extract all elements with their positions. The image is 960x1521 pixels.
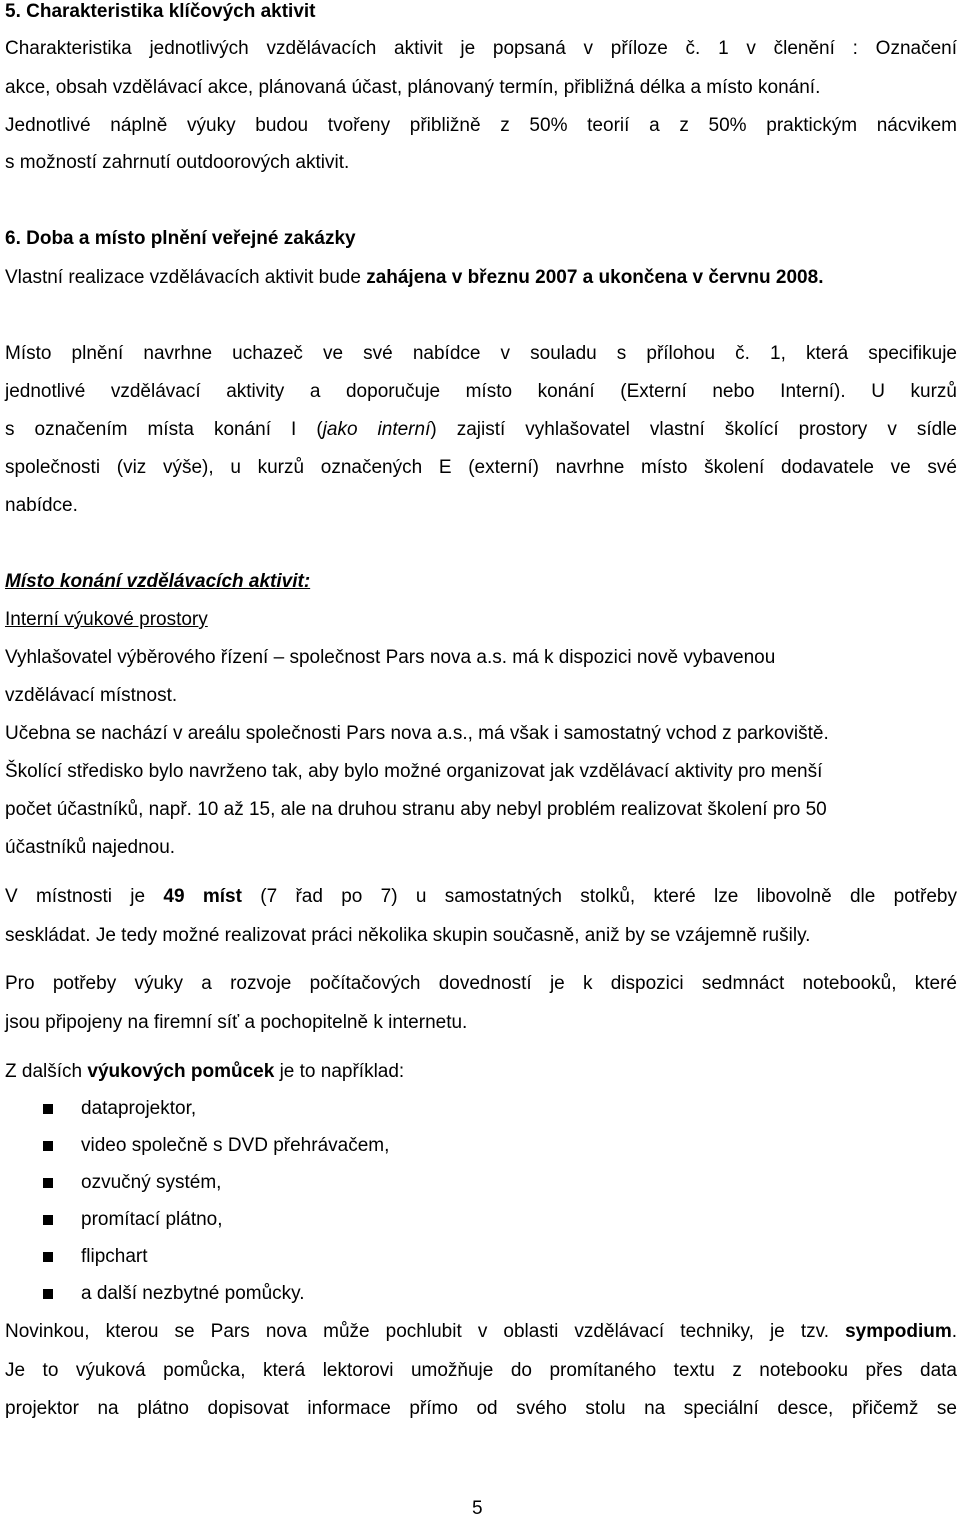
venue-line-4: Školící středisko bylo navrženo tak, aby bylo možné organizovat jak vzdělávací aktivity pro menší (5, 761, 823, 782)
bullet-icon (43, 1178, 53, 1188)
place-line-3-b: ) zajistí vyhlašovatel vlastní školící prostory v sídle (430, 419, 957, 440)
place-line-3-italic-1: jako (322, 419, 358, 440)
venue-line-5: počet účastníků, např. 10 až 15, ale na druhou stranu aby nebyl problém realizovat školení pro 50 (5, 799, 827, 820)
section-5-line-3: Jednotlivé náplně výuky budou tvořeny přibližně z 50% teorií a z 50% praktickým nácvikem (5, 115, 957, 136)
place-line-4: společnosti (viz výše), u kurzů označených E (externí) navrhne místo školení dodavatele ve své (5, 457, 957, 478)
section-6-heading: 6. Doba a místo plnění veřejné zakázky (5, 228, 356, 249)
room-line-1 (5, 885, 957, 909)
venue-line-3: Učebna se nachází v areálu společnosti Pars nova a.s., má však i samostatný vchod z parkoviště. (5, 723, 829, 744)
place-line-3-a: s označením místa konání I ( (5, 419, 323, 440)
section-5-line-1: Charakteristika jednotlivých vzdělávacích aktivit je popsaná v příloze č. 1 v členění : Označení (5, 38, 957, 59)
place-line-1: Místo plnění navrhne uchazeč ve své nabídce v souladu s přílohou č. 1, která specifikuje (5, 343, 957, 364)
notebooks-line-2: jsou připojeny na firemní síť a pochopitelně k internetu. (5, 1012, 468, 1033)
room-line-1-a: V místnosti je (5, 886, 164, 907)
sympodium-line-2: Je to výuková pomůcka, která lektorovi umožňuje do promítaného textu z notebooku přes data (5, 1360, 957, 1381)
room-seats: 49 míst (163, 886, 242, 907)
place-line-3-italic-2: interní (377, 419, 431, 440)
place-line-3-space (358, 419, 378, 440)
bullet-icon (43, 1141, 53, 1151)
section-5-heading: 5. Charakteristika klíčových aktivit (5, 1, 316, 22)
aids-intro (5, 1060, 957, 1084)
aids-intro-bold: výukových pomůcek (87, 1061, 275, 1082)
place-line-5: nabídce. (5, 495, 78, 516)
aids-intro-b: je to například: (274, 1061, 405, 1082)
list-item: dataprojektor, (81, 1098, 197, 1119)
venue-line-2: vzdělávací místnost. (5, 685, 178, 706)
sympodium-line-3: projektor na plátno dopisovat informace přímo od svého stolu na speciální desce, přičemž se (5, 1398, 957, 1419)
bullet-icon (43, 1215, 53, 1225)
sympodium-line-1-a: Novinkou, kterou se Pars nova může pochlubit v oblasti vzdělávací techniky, je tzv. (5, 1321, 846, 1342)
notebooks-line-1: Pro potřeby výuky a rozvoje počítačových dovedností je k dispozici sedmnáct notebooků, které (5, 973, 957, 994)
list-item: video společně s DVD přehrávačem, (81, 1135, 390, 1156)
list-item: a další nezbytné pomůcky. (81, 1283, 305, 1304)
list-item: ozvučný systém, (81, 1172, 222, 1193)
list-item: flipchart (81, 1246, 148, 1267)
room-line-2: seskládat. Je tedy možné realizovat práci několika skupin současně, aniž by se vzájemně rušily. (5, 925, 811, 946)
room-line-1-b: (7 řad po 7) u samostatných stolků, které lze libovolně dle potřeby (241, 886, 957, 907)
section-6-line-1 (5, 266, 957, 290)
realization-text: Vlastní realizace vzdělávacích aktivit bude (5, 267, 367, 288)
venue-line-6: účastníků najednou. (5, 837, 176, 858)
list-item: promítací plátno, (81, 1209, 223, 1230)
section-5-line-4: s možností zahrnutí outdoorových aktivit. (5, 152, 350, 173)
bullet-icon (43, 1252, 53, 1262)
sympodium-line-1-b: . (951, 1321, 957, 1342)
bullet-icon (43, 1104, 53, 1114)
place-line-3 (5, 418, 957, 442)
bullet-icon (43, 1289, 53, 1299)
venue-line-1: Vyhlašovatel výběrového řízení – společnost Pars nova a.s. má k dispozici nově vybavenou (5, 647, 776, 668)
sympodium-line-1 (5, 1320, 957, 1344)
sympodium-term: sympodium (845, 1321, 952, 1342)
page-number: 5 (472, 1498, 483, 1519)
section-5-line-2: akce, obsah vzdělávací akce, plánovaná účast, plánovaný termín, přibližná délka a místo konání. (5, 77, 821, 98)
realization-dates: zahájena v březnu 2007 a ukončena v červnu 2008. (366, 267, 824, 288)
place-line-2: jednotlivé vzdělávací aktivity a doporučuje místo konání (Externí nebo Interní). U kurzů (5, 381, 957, 402)
venue-heading: Místo konání vzdělávacích aktivit: (5, 571, 311, 592)
venue-subheading: Interní výukové prostory (5, 609, 208, 630)
aids-intro-a: Z dalších (5, 1061, 88, 1082)
